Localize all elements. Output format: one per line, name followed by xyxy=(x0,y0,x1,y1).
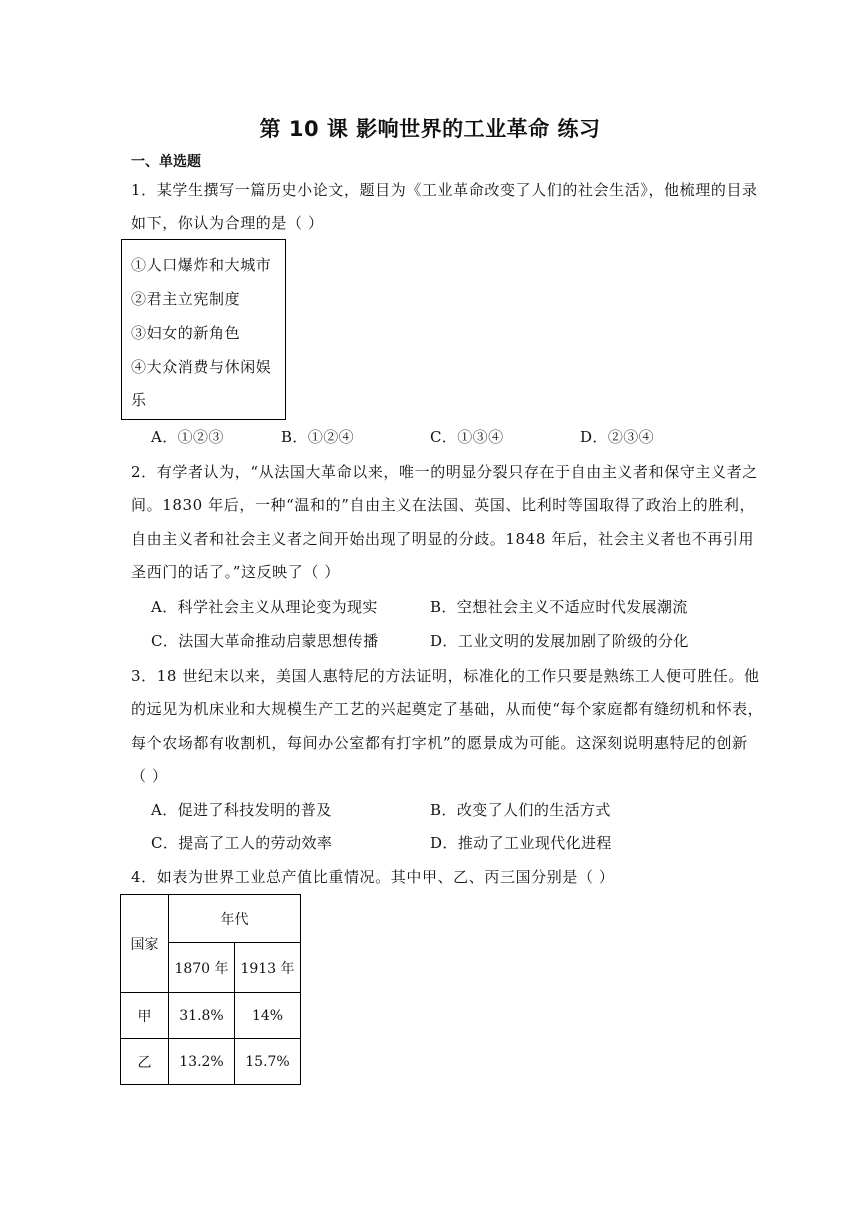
q1-box-item: 乐 xyxy=(131,391,147,409)
q1-outline-box xyxy=(121,239,286,420)
table-row xyxy=(121,993,301,1039)
q1-option-d[interactable]: D．②③④ xyxy=(580,428,655,446)
table-header-year: 1913 年 xyxy=(235,943,301,993)
q2-option-b[interactable]: B．空想社会主义不适应时代发展潮流 xyxy=(430,598,688,616)
table-cell-value: 14% xyxy=(235,993,301,1039)
table-header-year: 1870 年 xyxy=(169,943,235,993)
q2-option-c[interactable]: C．法国大革命推动启蒙思想传播 xyxy=(151,632,379,650)
q1-box-item: ③妇女的新角色 xyxy=(131,324,241,342)
q1-line-2: 如下，你认为合理的是（ ） xyxy=(131,214,324,232)
table-cell-value: 15.7% xyxy=(235,1039,301,1085)
section-heading: 一、单选题 xyxy=(131,154,201,170)
q2-option-a[interactable]: A．科学社会主义从理论变为现实 xyxy=(151,598,378,616)
q1-option-c[interactable]: C．①③④ xyxy=(430,428,504,446)
q1-box-item: ①人口爆炸和大城市 xyxy=(131,256,272,274)
q1-box-item: ②君主立宪制度 xyxy=(131,290,241,308)
table-cell-value: 13.2% xyxy=(169,1039,235,1085)
table-cell-value: 31.8% xyxy=(169,993,235,1039)
q3-option-b[interactable]: B．改变了人们的生活方式 xyxy=(430,801,611,819)
q1-option-b[interactable]: B．①②④ xyxy=(281,428,355,446)
q3-line-2: 的远见为机床业和大规模生产工艺的兴起奠定了基础，从而使“每个家庭都有缝纫机和怀表， xyxy=(131,700,764,718)
q3-option-c[interactable]: C．提高了工人的劳动效率 xyxy=(151,834,333,852)
q3-line-1: 3．18 世纪末以来，美国人惠特尼的方法证明，标准化的工作只要是熟练工人便可胜任。他 xyxy=(131,667,760,685)
q3-line-3: 每个农场都有收割机，每间办公室都有打字机”的愿景成为可能。这深刻说明惠特尼的创新 xyxy=(131,734,748,752)
table-cell-country: 甲 xyxy=(121,993,169,1039)
industry-share-table xyxy=(120,894,301,1085)
table-header-country: 国家 xyxy=(121,895,169,993)
page-title: 第 10 课 影响世界的工业革命 练习 xyxy=(259,117,601,141)
table-cell-country: 乙 xyxy=(121,1039,169,1085)
q2-line-1: 2．有学者认为，“从法国大革命以来，唯一的明显分裂只存在于自由主义者和保守主义者之 xyxy=(131,463,758,481)
q4-line-1: 4．如表为世界工业总产值比重情况。其中甲、乙、丙三国分别是（ ） xyxy=(131,868,615,886)
q3-option-a[interactable]: A．促进了科技发明的普及 xyxy=(151,801,332,819)
table-row xyxy=(121,1039,301,1085)
q2-line-3: 自由主义者和社会主义者之间开始出现了明显的分歧。1848 年后，社会主义者也不再引用 xyxy=(131,530,755,548)
q3-line-4: （ ） xyxy=(131,767,168,785)
q1-option-a[interactable]: A．①②③ xyxy=(151,428,224,446)
q2-line-4: 圣西门的话了。”这反映了（ ） xyxy=(131,563,340,581)
q2-option-d[interactable]: D．工业文明的发展加剧了阶级的分化 xyxy=(430,632,689,650)
table-header-era: 年代 xyxy=(169,895,301,943)
q3-option-d[interactable]: D．推动了工业现代化进程 xyxy=(430,834,612,852)
q1-line-1: 1．某学生撰写一篇历史小论文，题目为《工业革命改变了人们的社会生活》，他梳理的目录 xyxy=(131,181,758,199)
q2-line-2: 间。1830 年后，一种“温和的”自由主义在法国、英国、比利时等国取得了政治上的胜利， xyxy=(131,496,756,514)
q1-box-item: ④大众消费与休闲娱 xyxy=(131,358,272,376)
